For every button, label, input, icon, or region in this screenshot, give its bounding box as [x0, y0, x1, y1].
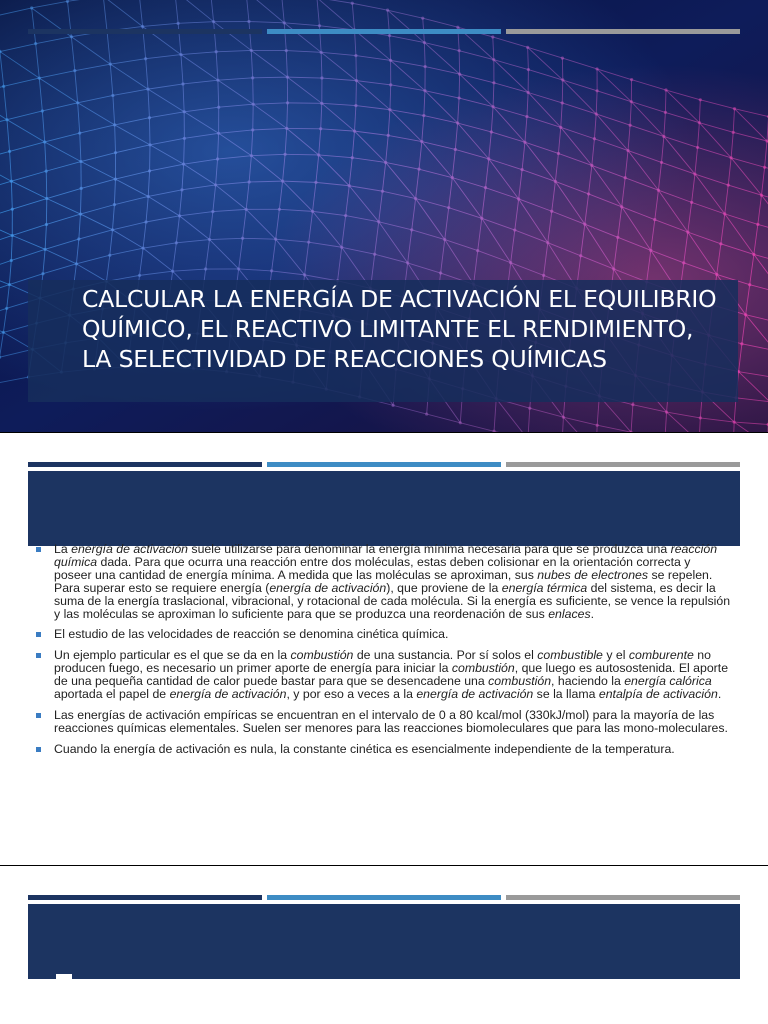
mesh-node — [353, 130, 356, 133]
mesh-node — [476, 249, 479, 252]
mesh-node — [733, 107, 736, 110]
mesh-node — [179, 53, 182, 56]
mesh-node — [148, 116, 151, 119]
mesh-node — [596, 89, 599, 92]
bullet-square-icon — [36, 713, 41, 718]
mesh-node — [752, 253, 755, 256]
mesh-node — [631, 403, 634, 406]
mesh-node — [146, 88, 149, 91]
mesh-node — [251, 128, 254, 131]
text: . — [590, 606, 595, 621]
mesh-node — [111, 228, 114, 231]
mesh-node — [579, 254, 582, 257]
mesh-node — [491, 105, 494, 108]
mesh-node — [686, 231, 689, 234]
mesh-node — [410, 228, 413, 231]
mesh-node — [723, 212, 726, 215]
mesh-node — [212, 20, 215, 23]
mesh-node — [141, 25, 144, 28]
mesh-node — [177, 22, 180, 25]
mesh-node — [214, 183, 217, 186]
mesh-node — [317, 153, 320, 156]
square-marker — [56, 974, 72, 984]
mesh-node — [526, 46, 529, 49]
mesh-node — [77, 237, 80, 240]
mesh-node — [513, 228, 516, 231]
mesh-node — [422, 114, 425, 117]
mesh-node — [2, 85, 5, 88]
mesh-node — [664, 111, 667, 114]
emphasis: energía de activación — [416, 687, 534, 702]
mesh-node — [730, 156, 733, 159]
mesh-node — [250, 49, 253, 52]
mesh-node — [696, 146, 699, 149]
mesh-node — [44, 248, 47, 251]
mesh-node — [630, 100, 633, 103]
mesh-node — [251, 76, 254, 79]
mesh-node — [424, 65, 427, 68]
mesh-node — [319, 127, 322, 130]
mesh-node — [727, 183, 730, 186]
mesh-node — [79, 160, 82, 163]
mesh-node — [41, 272, 44, 275]
mesh-node — [763, 166, 766, 169]
text: de una sustancia. Por sí solos el — [353, 648, 538, 663]
mesh-node — [278, 208, 281, 211]
mesh-node — [285, 49, 288, 52]
mesh-node — [73, 69, 76, 72]
mesh-node — [245, 208, 248, 211]
mesh-node — [559, 126, 562, 129]
mesh-node — [142, 247, 145, 250]
mesh-node — [111, 94, 114, 97]
mesh-node — [760, 194, 763, 197]
mesh-node — [389, 59, 392, 62]
header-block — [28, 904, 740, 979]
text: no producen fuego, es necesario un primer aporte de energía para iniciar la — [54, 648, 711, 676]
mesh-node — [320, 51, 323, 54]
emphasis: combustión — [451, 661, 515, 676]
mesh-node — [546, 241, 549, 244]
text: El estudio de las velocidades de reacción se denomina cinética química. — [54, 627, 449, 642]
mesh-node — [425, 412, 428, 415]
bullet-item — [36, 709, 731, 735]
mesh-node — [181, 82, 184, 85]
mesh-node — [732, 131, 735, 134]
mesh-node — [561, 78, 564, 81]
mesh-node — [348, 184, 351, 187]
mesh-node — [509, 261, 512, 264]
mesh-node — [355, 79, 358, 82]
mesh-node — [303, 273, 306, 276]
mesh-node — [421, 17, 424, 20]
mesh-node — [612, 267, 615, 270]
content-slide — [0, 433, 768, 865]
stripe-gray — [506, 462, 740, 467]
text: Las energías de activación empíricas se encuentran en el intervalo de 0 a 80 kcal/mol (330kJ/mol) para la mayoría de las reacciones químicas elementales. Suelen ser menores para las reacciones biomoleculares que para las mono-moleculares. — [54, 707, 728, 735]
mesh-node — [595, 112, 598, 115]
text: , que luego es autosostenida. El aporte de una pequeña cantidad de calor puede bastar para que se desencadene una — [54, 661, 729, 689]
emphasis: nubes de electrones — [537, 567, 649, 582]
mesh-node — [41, 109, 44, 112]
text: , y por eso a veces a la — [286, 687, 417, 702]
mesh-node — [698, 121, 701, 124]
mesh-node — [274, 238, 277, 241]
mesh-node — [109, 63, 112, 66]
mesh-node — [629, 124, 632, 127]
mesh-node — [248, 180, 251, 183]
mesh-node — [443, 238, 446, 241]
mesh-node — [34, 42, 37, 45]
mesh-node — [423, 41, 426, 44]
emphasis: combustible — [537, 648, 603, 663]
mesh-node — [75, 262, 78, 265]
mesh-node — [344, 214, 347, 217]
emphasis: energía térmica — [501, 580, 588, 595]
next-slide — [0, 866, 768, 1024]
mesh-node — [387, 134, 390, 137]
mesh-node — [80, 187, 83, 190]
mesh-node — [10, 180, 13, 183]
bullet-square-icon — [36, 632, 41, 637]
mesh-node — [377, 220, 380, 223]
bullet-square-icon — [36, 547, 41, 552]
stripe-gray — [506, 29, 740, 34]
mesh-node — [616, 236, 619, 239]
bullet-item — [36, 649, 731, 701]
mesh-node — [388, 34, 391, 37]
mesh-line — [149, 118, 150, 145]
section-stripes — [28, 895, 740, 900]
mesh-node — [492, 58, 495, 61]
mesh-node — [183, 110, 186, 113]
mesh-node — [660, 161, 663, 164]
emphasis: enlaces — [548, 606, 591, 621]
mesh-node — [748, 283, 751, 286]
mesh-node — [550, 210, 553, 213]
mesh-node — [250, 154, 253, 157]
mesh-node — [211, 210, 214, 213]
mesh-node — [281, 180, 284, 183]
mesh-node — [5, 118, 8, 121]
text: aportada el papel de — [54, 687, 170, 702]
mesh-node — [523, 141, 526, 144]
mesh-node — [180, 188, 183, 191]
mesh-node — [480, 217, 483, 220]
mesh-node — [620, 205, 623, 208]
mesh-node — [693, 172, 696, 175]
bullet-square-icon — [36, 747, 41, 752]
mesh-node — [458, 49, 461, 52]
text: Cuando la energía de activación es nula, la constante cinética es esencialmente independiente de la temperatura. — [54, 741, 675, 756]
mesh-node — [528, 407, 531, 410]
mesh-node — [318, 24, 321, 27]
text: suele utilizarse para denominar la energía mínima necesaria para que se produzca una — [188, 542, 671, 556]
mesh-node — [70, 35, 73, 38]
mesh-node — [113, 123, 116, 126]
mesh-node — [114, 178, 117, 181]
mesh-node — [182, 163, 185, 166]
mesh-node — [8, 283, 11, 286]
mesh-node — [217, 132, 220, 135]
mesh-node — [30, 6, 33, 9]
mesh-node — [733, 421, 736, 424]
mesh-node — [252, 103, 255, 106]
mesh-node — [392, 404, 395, 407]
mesh-node — [664, 88, 667, 91]
mesh-node — [521, 168, 524, 171]
mesh-node — [175, 241, 178, 244]
mesh-node — [554, 180, 557, 183]
mesh-node — [439, 271, 442, 274]
slide-title: CALCULAR LA ENERGÍA DE ACTIVACIÓN EL EQUILIBRIO QUÍMICO, EL REACTIVO LIMITANTE EL RENDIMIENTO, LA SELECTIVIDAD DE REACCIONES QUÍMICAS — [82, 285, 717, 373]
mesh-node — [216, 157, 219, 160]
mesh-node — [590, 164, 593, 167]
stripe-dark — [28, 462, 262, 467]
title-box — [28, 280, 738, 402]
mesh-node — [406, 261, 409, 264]
mesh-node — [593, 137, 596, 140]
mesh-node — [719, 242, 722, 245]
mesh-node — [45, 223, 48, 226]
mesh-node — [283, 21, 286, 24]
mesh-node — [320, 76, 323, 79]
mesh-node — [626, 149, 629, 152]
emphasis: entalpía de activación — [598, 687, 718, 702]
text: , haciendo la — [551, 674, 625, 689]
mesh-node — [596, 424, 599, 427]
mesh-node — [215, 50, 218, 53]
emphasis: energía calórica — [624, 674, 712, 689]
mesh-node — [78, 131, 81, 134]
mesh-node — [458, 73, 461, 76]
mesh-node — [459, 421, 462, 424]
mesh-node — [457, 96, 460, 99]
mesh-node — [447, 206, 450, 209]
mesh-node — [108, 254, 111, 257]
mesh-node — [624, 176, 627, 179]
text: y el — [602, 648, 629, 663]
mesh-node — [148, 143, 151, 146]
mesh-line — [459, 74, 460, 98]
mesh-node — [595, 67, 598, 70]
text: Un ejemplo particular es el que se da en la — [54, 648, 291, 663]
mesh-node — [561, 56, 564, 59]
bullet-item — [36, 543, 731, 620]
mesh-node — [45, 170, 48, 173]
mesh-node — [649, 249, 652, 252]
mesh-node — [682, 261, 685, 264]
mesh-node — [148, 169, 151, 172]
mesh-node — [340, 246, 343, 249]
stripe-blue — [267, 29, 501, 34]
mesh-node — [216, 79, 219, 82]
stripe-dark — [28, 29, 262, 34]
emphasis: combustión — [488, 674, 552, 689]
mesh-node — [657, 189, 660, 192]
mesh-node — [699, 98, 702, 101]
text: La — [54, 542, 72, 556]
mesh-node — [662, 135, 665, 138]
mesh-line — [665, 90, 666, 112]
mesh-node — [384, 161, 387, 164]
mesh-node — [456, 121, 459, 124]
mesh-node — [171, 270, 174, 273]
mesh-node — [351, 156, 354, 159]
mesh-node — [451, 176, 454, 179]
mesh-node — [43, 140, 46, 143]
bullet-list — [36, 543, 731, 764]
mesh-node — [283, 153, 286, 156]
mesh-node — [138, 274, 141, 277]
mesh-node — [414, 197, 417, 200]
mesh-node — [237, 267, 240, 270]
mesh-node — [525, 115, 528, 118]
mesh-node — [286, 101, 289, 104]
mesh-node — [114, 151, 117, 154]
mesh-node — [147, 195, 150, 198]
mesh-node — [354, 54, 357, 57]
mesh-node — [5, 307, 8, 310]
mesh-node — [208, 238, 211, 241]
stripe-gray — [506, 895, 740, 900]
mesh-line — [562, 80, 563, 103]
stripe-blue — [267, 462, 501, 467]
mesh-node — [699, 416, 702, 419]
mesh-node — [38, 76, 41, 79]
text: del sistema, es decir la suma de la energía traslacional, vibracional, y rotacional de cada molécula. Si la energía es suficiente, se vence la repulsión y las moléculas se aproximan lo suficiente para que se produzca una reordenación de sus — [54, 580, 731, 621]
mesh-node — [351, 2, 354, 5]
mesh-node — [583, 223, 586, 226]
text: ), que proviene de la — [386, 580, 502, 595]
mesh-node — [715, 273, 718, 276]
mesh-node — [8, 150, 11, 153]
mesh-node — [11, 234, 14, 237]
mesh-node — [690, 201, 693, 204]
mesh-node — [354, 104, 357, 107]
mesh-node — [247, 20, 250, 23]
mesh-node — [178, 214, 181, 217]
mesh-node — [204, 267, 207, 270]
mesh-node — [490, 130, 493, 133]
mesh-node — [491, 35, 494, 38]
top-stripes — [28, 29, 740, 34]
text: se repelen. Para superar esto se requiere energía ( — [54, 567, 713, 595]
mesh-node — [76, 101, 79, 104]
mesh-node — [562, 416, 565, 419]
emphasis: comburente — [628, 648, 694, 663]
mesh-node — [10, 259, 13, 262]
mesh-node — [756, 223, 759, 226]
mesh-node — [744, 313, 747, 316]
mesh-node — [417, 168, 420, 171]
mesh-node — [286, 76, 289, 79]
mesh-node — [314, 181, 317, 184]
mesh-node — [11, 208, 14, 211]
bullet-item — [36, 628, 731, 641]
mesh-node — [307, 241, 310, 244]
mesh-node — [241, 237, 244, 240]
mesh-node — [285, 127, 288, 130]
mesh-node — [183, 137, 186, 140]
emphasis: energía de activación — [71, 542, 189, 556]
header-block — [28, 471, 740, 546]
mesh-line — [253, 78, 254, 104]
mesh-node — [665, 410, 668, 413]
mesh-node — [320, 102, 323, 105]
mesh-node — [527, 68, 530, 71]
mesh-node — [79, 212, 82, 215]
mesh-node — [45, 197, 48, 200]
section-stripes — [28, 462, 740, 467]
text: se la llama — [533, 687, 599, 702]
mesh-node — [420, 140, 423, 143]
mesh-node — [386, 9, 389, 12]
bullet-square-icon — [36, 653, 41, 658]
emphasis: energía de activación — [169, 687, 287, 702]
text: dada. Para que ocurra una reacción entre dos moléculas, estas deben colisionar en la orientación correcta y poseer una cantidad de energía mínima. A medida que las moléculas se aproximan, sus — [54, 554, 691, 582]
mesh-node — [653, 218, 656, 221]
mesh-node — [388, 108, 391, 111]
mesh-node — [381, 190, 384, 193]
mesh-node — [542, 274, 545, 277]
mesh-node — [587, 192, 590, 195]
mesh-node — [630, 78, 633, 81]
stripe-blue — [267, 895, 501, 900]
mesh-node — [527, 91, 530, 94]
mesh-node — [557, 152, 560, 155]
mesh-line — [46, 171, 47, 198]
mesh-node — [270, 269, 273, 272]
mesh-node — [2, 331, 5, 334]
mesh-node — [487, 157, 490, 160]
mesh-node — [311, 210, 314, 213]
mesh-node — [740, 342, 743, 345]
mesh-node — [423, 89, 426, 92]
mesh-node — [492, 81, 495, 84]
title-slide — [0, 0, 768, 432]
mesh-node — [389, 83, 392, 86]
mesh-node — [113, 203, 116, 206]
mesh-node — [144, 57, 147, 60]
text: . — [717, 687, 722, 702]
mesh-node — [373, 253, 376, 256]
mesh-node — [144, 220, 147, 223]
mesh-node — [217, 106, 220, 109]
mesh-node — [517, 197, 520, 200]
mesh-node — [561, 101, 564, 104]
emphasis: reacción química — [54, 542, 718, 569]
mesh-node — [454, 148, 457, 151]
mesh-node — [484, 186, 487, 189]
emphasis: combustión — [290, 648, 354, 663]
bullet-item — [36, 743, 731, 756]
emphasis: energía de activación — [269, 580, 387, 595]
stripe-dark — [28, 895, 262, 900]
